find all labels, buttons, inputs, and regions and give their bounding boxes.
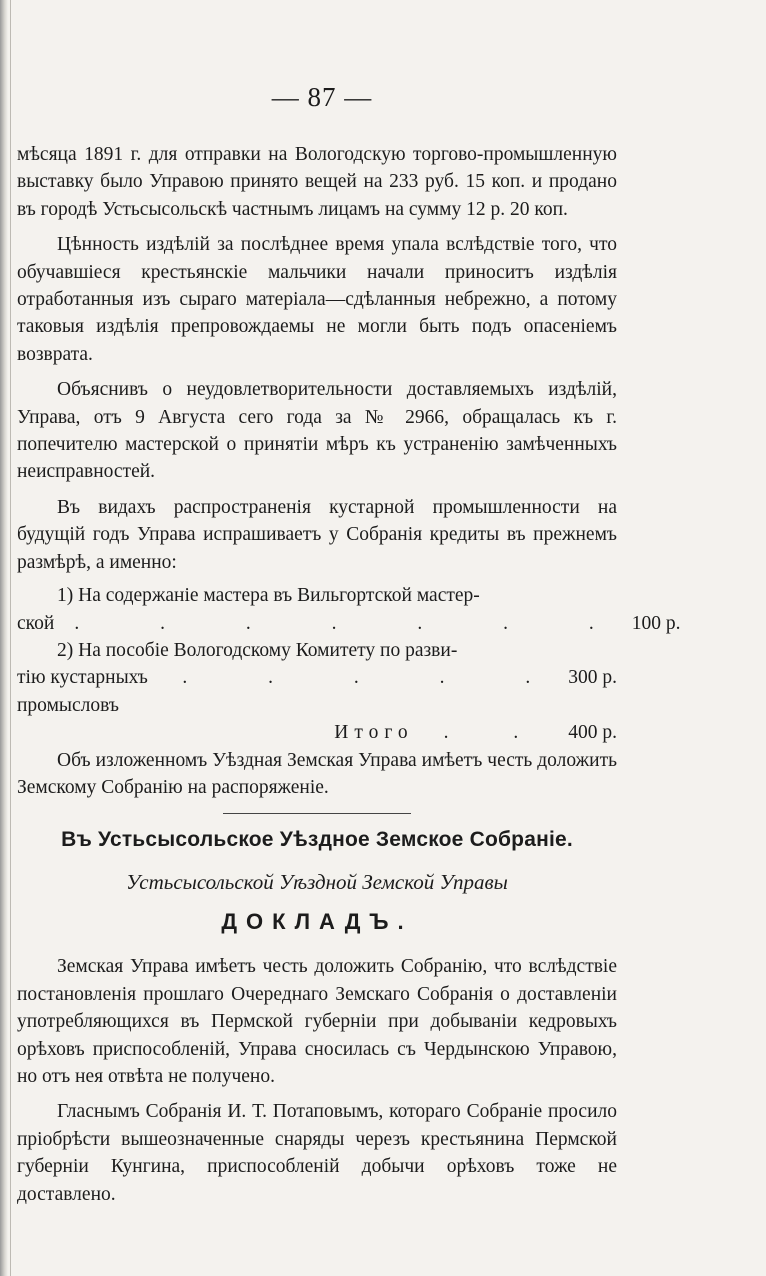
- page-edge-shadow: [0, 0, 8, 1276]
- paragraph-value-decline: Цѣнность издѣлій за послѣднее время упала вслѣдствіе того, что обучавшіеся крестьянскіе мальчики начали приноситъ издѣлія отработанныя изъ сыраго матеріала—сдѣланныя небрежно, а потому таковыя издѣлія препровождаемы не могли быть подъ опасеніемъ возврата.: [17, 234, 617, 365]
- budget-total-amount: 400 р.: [568, 722, 617, 744]
- paragraph-continuation: мѣсяца 1891 г. для отправки на Вологодскую торгово-промышленную выставку было Управою принято вещей на 233 руб. 15 коп. и продано въ городѣ Устьсысольскѣ частнымъ лицамъ на сумму 12 р. 20 коп.: [17, 144, 617, 220]
- section-divider: [223, 813, 411, 814]
- paragraph-credits: Въ видахъ распространенія кустарной промышленности на будущій годъ Управа испрашиваетъ у Собранія кредиты въ прежнемъ размѣрѣ, а именно:: [17, 496, 617, 573]
- page-number: — 87 —: [271, 82, 373, 112]
- budget-item: [17, 582, 681, 637]
- budget-item-leader: . . . . .: [182, 667, 569, 689]
- budget-item-amount: 300 р.: [568, 667, 617, 689]
- budget-total: [17, 719, 617, 746]
- budget-item-amount: 100 р.: [631, 612, 681, 634]
- paragraph-explanation: Объяснивъ о неудовлетворительности доставляемыхъ издѣлій, Управа, отъ 9 Августа сего года за № 2966, обращалась къ г. попечителю мастерской о принятіи мѣръ къ устраненію замѣченныхъ неисправностей.: [17, 379, 617, 483]
- report-title: ДОКЛАДЪ.: [221, 909, 413, 935]
- budget-item: [17, 637, 617, 719]
- budget-total-leader: . .: [443, 722, 549, 744]
- document-page: [17, 82, 681, 1208]
- budget-item-description: 2) На пособіе Вологодскому Комитету по разви-: [57, 639, 458, 661]
- paragraph-report-potapov: Гласнымъ Собранія И. Т. Потаповымъ, котораго Собраніе просило пріобрѣсти вышеозначенные снаряды черезъ крестьянина Пермской губерніи Кунгина, приспособленій добычи орѣховъ тоже не доставлено.: [17, 1101, 617, 1205]
- paragraph-report-intro: Земская Управа имѣетъ честь доложить Собранію, что вслѣдствіе постановленія прошлаго Очереднаго Земскаго Собранія о доставленіи употребляющихся въ Пермской губерніи при добываніи кедровыхъ орѣховъ приспособленій, Управа сносилась съ Чердынскою Управою, но отъ нея отвѣта не получено.: [17, 956, 617, 1087]
- budget-total-label: Итого: [334, 722, 414, 744]
- section-heading: Въ Устьсысольское Уѣздное Земское Собраніе.: [61, 828, 573, 852]
- budget-item-description: 1) На содержаніе мастера въ Вильгортской мастер-: [57, 585, 480, 607]
- budget-item-leader: . . . . . . .: [74, 612, 632, 634]
- page-edge-line: [10, 0, 11, 1276]
- section-subheading: Устьсысольской Уѣздной Земской Управы: [126, 870, 508, 895]
- paragraph-closing: Объ изложенномъ Уѣздная Земская Управа имѣетъ честь доложить Земскому Собранію на распоряженіе.: [17, 749, 617, 798]
- budget-item-description-cont: ской: [17, 612, 55, 634]
- budget-item-description-cont: тію кустарныхъ промысловъ: [17, 667, 148, 716]
- budget-list: [17, 582, 681, 746]
